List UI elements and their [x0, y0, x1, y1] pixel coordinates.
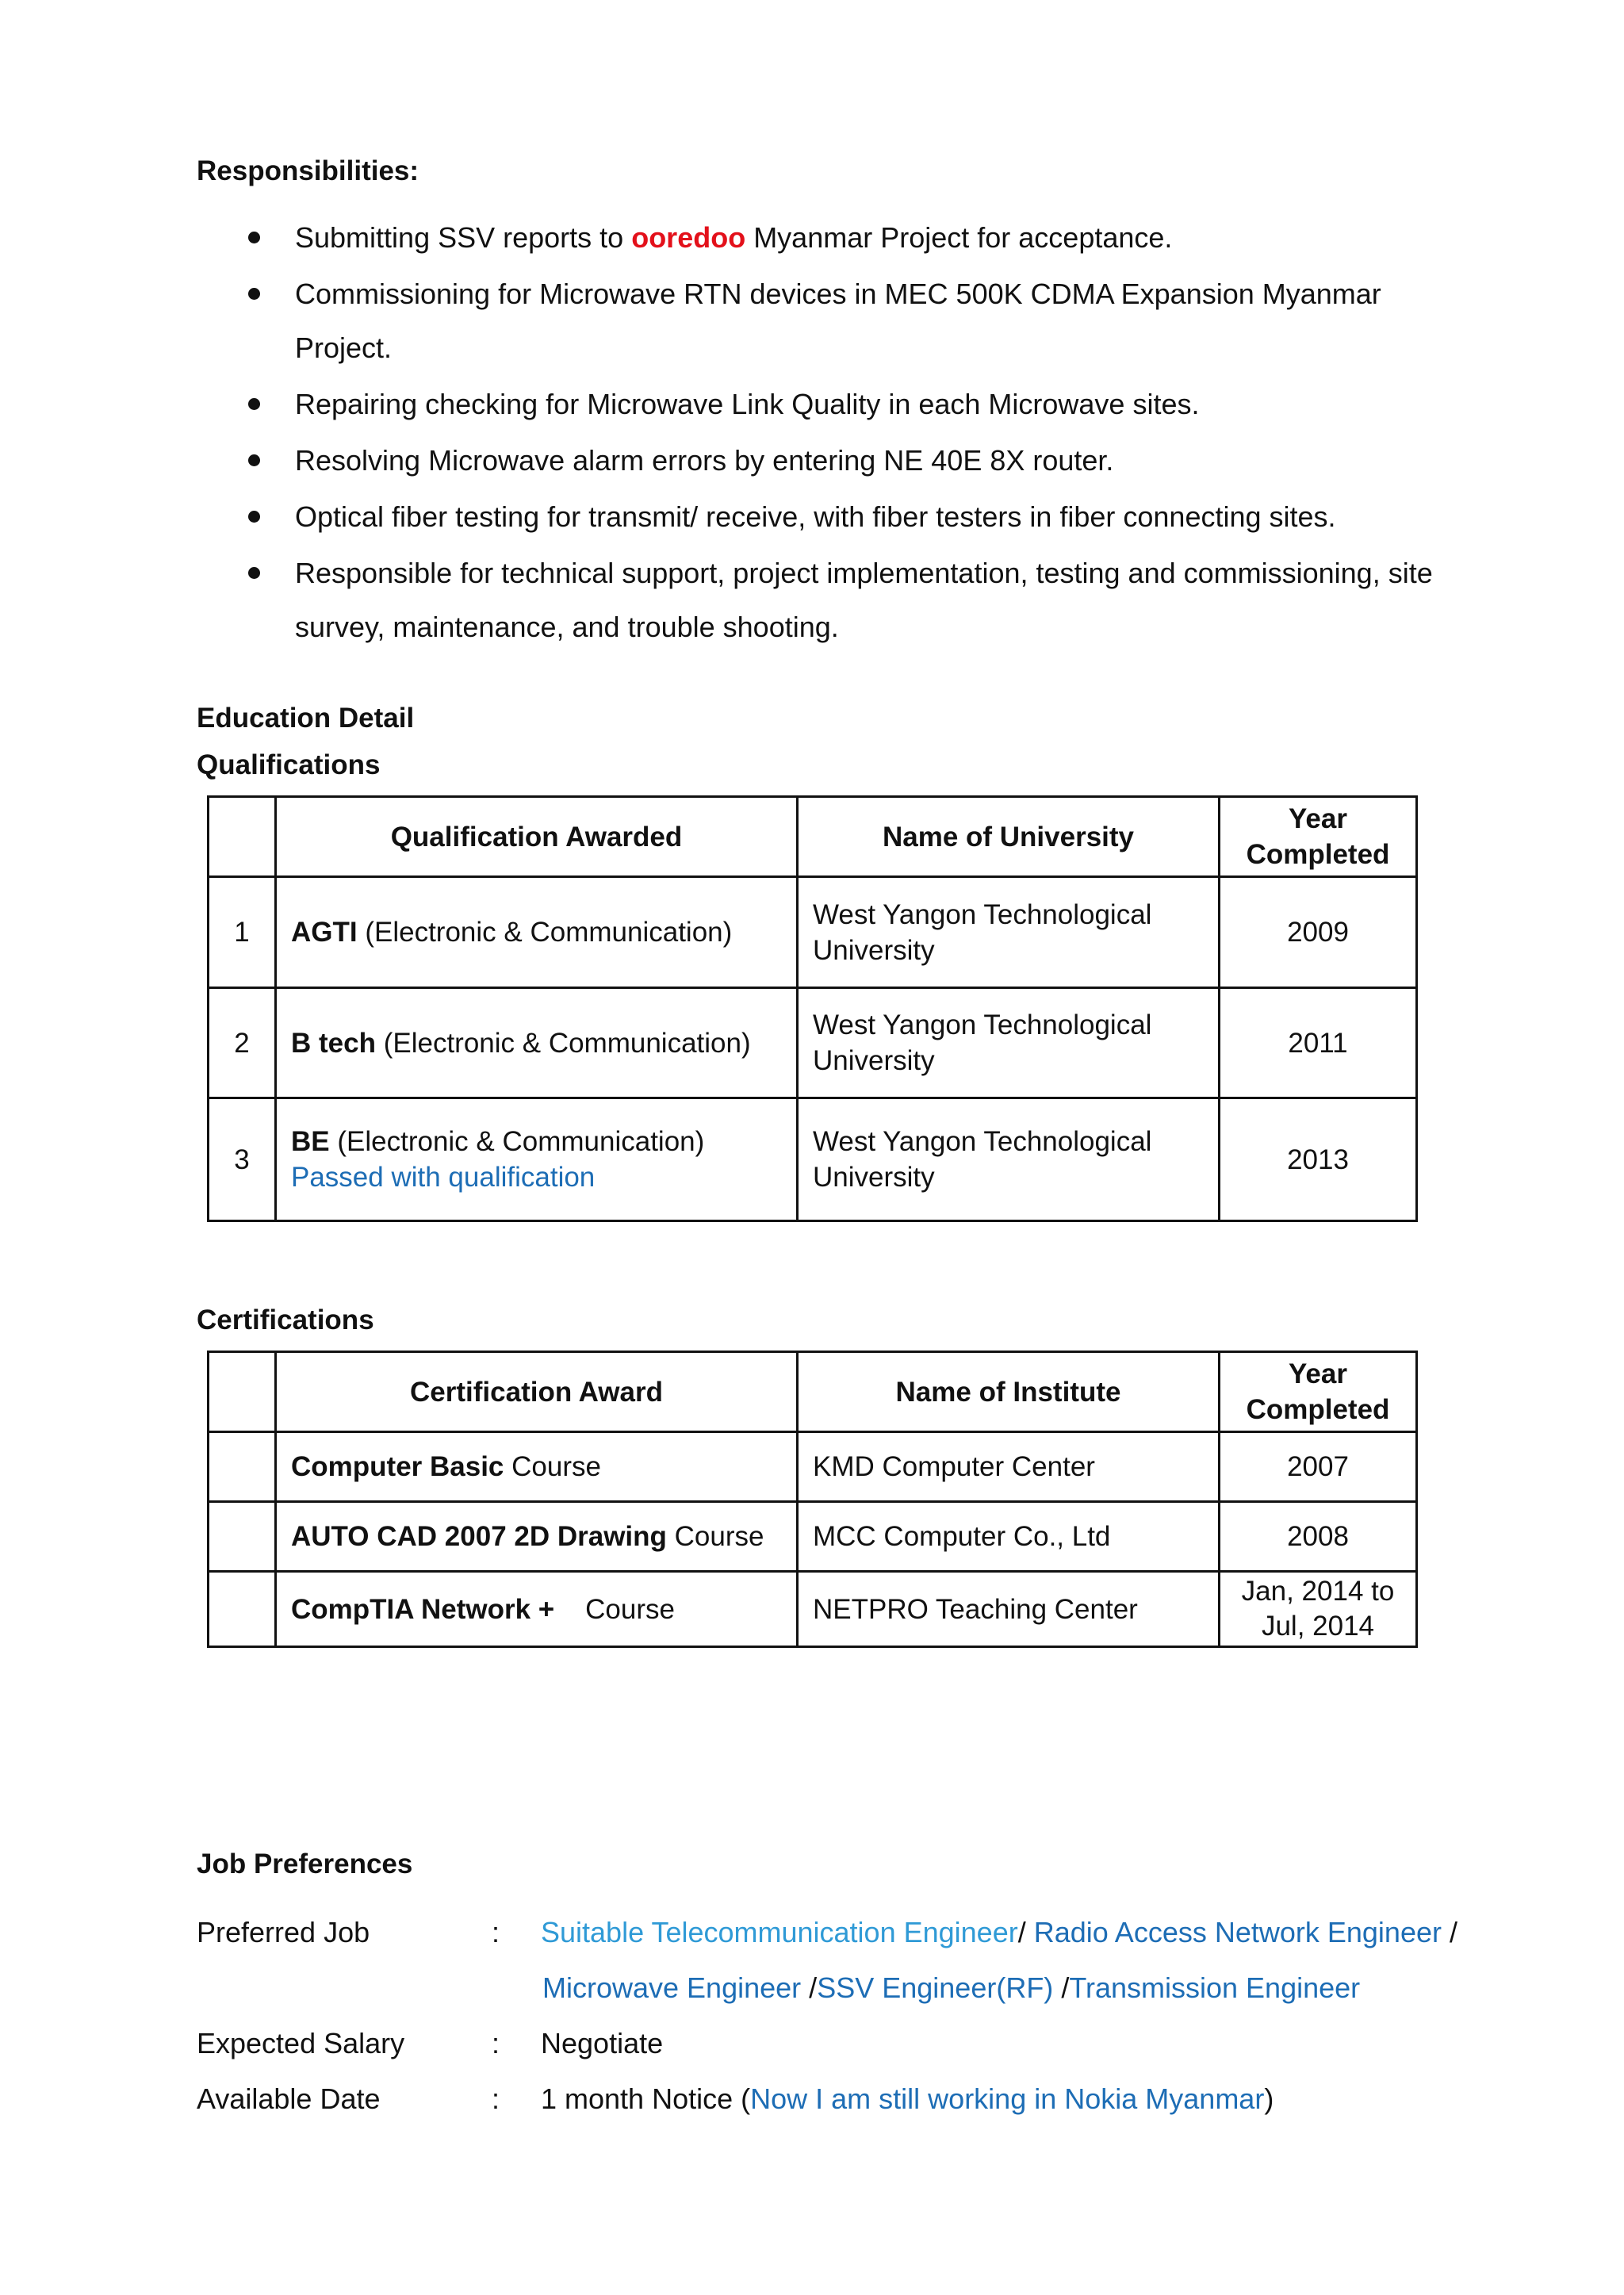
index-header — [209, 797, 276, 877]
table-row: Computer Basic Course KMD Computer Center 2007 — [209, 1432, 1417, 1502]
award-header: Certification Award — [276, 1352, 798, 1432]
ooredoo-highlight: ooredoo — [631, 221, 746, 254]
table-row: CompTIA Network + Course NETPRO Teaching Center Jan, 2014 to Jul, 2014 — [209, 1572, 1417, 1647]
table-row: 2 B tech (Electronic & Communication) West Yangon Technological University 2011 — [209, 988, 1417, 1098]
qualifications-heading: Qualifications — [197, 749, 381, 780]
year-header: Year Completed — [1220, 1352, 1417, 1432]
qualifications-table — [207, 795, 1418, 1222]
qualification-header: Qualification Awarded — [276, 797, 798, 877]
education-heading: Education Detail — [197, 703, 415, 734]
list-item: Optical fiber testing for transmit/ receive, with fiber testers in fiber connecting sites. — [197, 490, 1450, 544]
job-preferences-heading: Job Preferences — [197, 1849, 413, 1879]
list-item: Responsible for technical support, project implementation, testing and commissioning, site survey, maintenance, and trouble shooting. — [197, 546, 1450, 654]
year-header: Year Completed — [1220, 797, 1417, 877]
table-row: 1 AGTI (Electronic & Communication) West Yangon Technological University 2009 — [209, 877, 1417, 988]
preferred-job-2: Radio Access Network Engineer — [1033, 1916, 1442, 1948]
list-item: Repairing checking for Microwave Link Quality in each Microwave sites. — [197, 377, 1450, 431]
list-item: Commissioning for Microwave RTN devices in MEC 500K CDMA Expansion Myanmar Project. — [197, 267, 1450, 375]
passed-note: Passed with qualification — [291, 1162, 596, 1193]
available-date-label: Available Date — [197, 2082, 381, 2115]
preferred-job-5: Transmission Engineer — [1069, 1971, 1361, 2004]
preferred-job-3: Microwave Engineer — [542, 1971, 802, 2004]
table-header-row — [209, 1352, 1417, 1432]
table-row: 3 BE (Electronic & Communication) Passed with qualification West Yangon Technological University 2013 — [209, 1098, 1417, 1221]
certifications-heading: Certifications — [197, 1305, 374, 1335]
preferred-job-label: Preferred Job — [197, 1916, 370, 1948]
expected-salary-label: Expected Salary — [197, 2027, 405, 2059]
table-row: AUTO CAD 2007 2D Drawing Course MCC Computer Co., Ltd 2008 — [209, 1502, 1417, 1572]
preferred-job-1: Suitable Telecommunication Engineer — [541, 1916, 1018, 1948]
responsibilities-heading: Responsibilities: — [197, 155, 419, 186]
resume-page: Responsibilities: Submitting SSV reports to ooredoo Myanmar Project for acceptance. Commissioning for Microwave RTN devices in MEC 500K CDMA Expansion Myanmar Project. Repairing checking for Microwave Link Quality in each Microwave sites. Resolving Microwave alarm errors by entering NE 40E 8X router. Optical fiber testing for transmit/ receive, with fiber testers in fiber connecting sites. Responsible for technical support, project implementation, testing and commissioning, site survey, maintenance, and trouble shooting. Education Detail Qualifications Qualification Awarded Name of University Year Completed 1 AGTI (Electronic & Communication) West Yangon Technological University 2009 2 B tech (Electronic & Communication) West Yangon Technological University 2011 3 BE (Electronic & Communication) Passed with qualification West Yangon Technological University 2013 Certifications Certification Award Name of Institute Year Completed Computer Basic Course KMD Computer Center 2007 AUTO CAD 2007 2D Drawing Course MCC Computer Co., Ltd 2008 CompTIA Network + Course NETPRO Teaching Center Jan, 2014 to Jul, 2014 Job Preferences Preferred Job : Suitable Telecommunication Engineer/ Radio Access Network Engineer / Microwave Engineer /SSV Engineer(RF) /Transmission Engineer Expected Salary : Negotiate Available Date : 1 month Notice (Now I am still working in Nokia Myanmar) — [197, 155, 1458, 2115]
table-header-row — [209, 797, 1417, 877]
preferred-job-4: SSV Engineer(RF) — [817, 1971, 1054, 2004]
available-date-value: 1 month Notice — [541, 2082, 733, 2115]
index-header — [209, 1352, 276, 1432]
institute-header: Name of Institute — [798, 1352, 1220, 1432]
certifications-table — [207, 1351, 1418, 1648]
available-date-note: Now I am still working in Nokia Myanmar — [750, 2082, 1265, 2115]
list-item: Resolving Microwave alarm errors by entering NE 40E 8X router. — [197, 434, 1450, 488]
expected-salary-value: Negotiate — [541, 2027, 664, 2059]
university-header: Name of University — [798, 797, 1220, 877]
responsibilities-list — [197, 211, 1450, 657]
list-item: Submitting SSV reports to ooredoo Myanmar Project for acceptance. — [197, 211, 1450, 265]
